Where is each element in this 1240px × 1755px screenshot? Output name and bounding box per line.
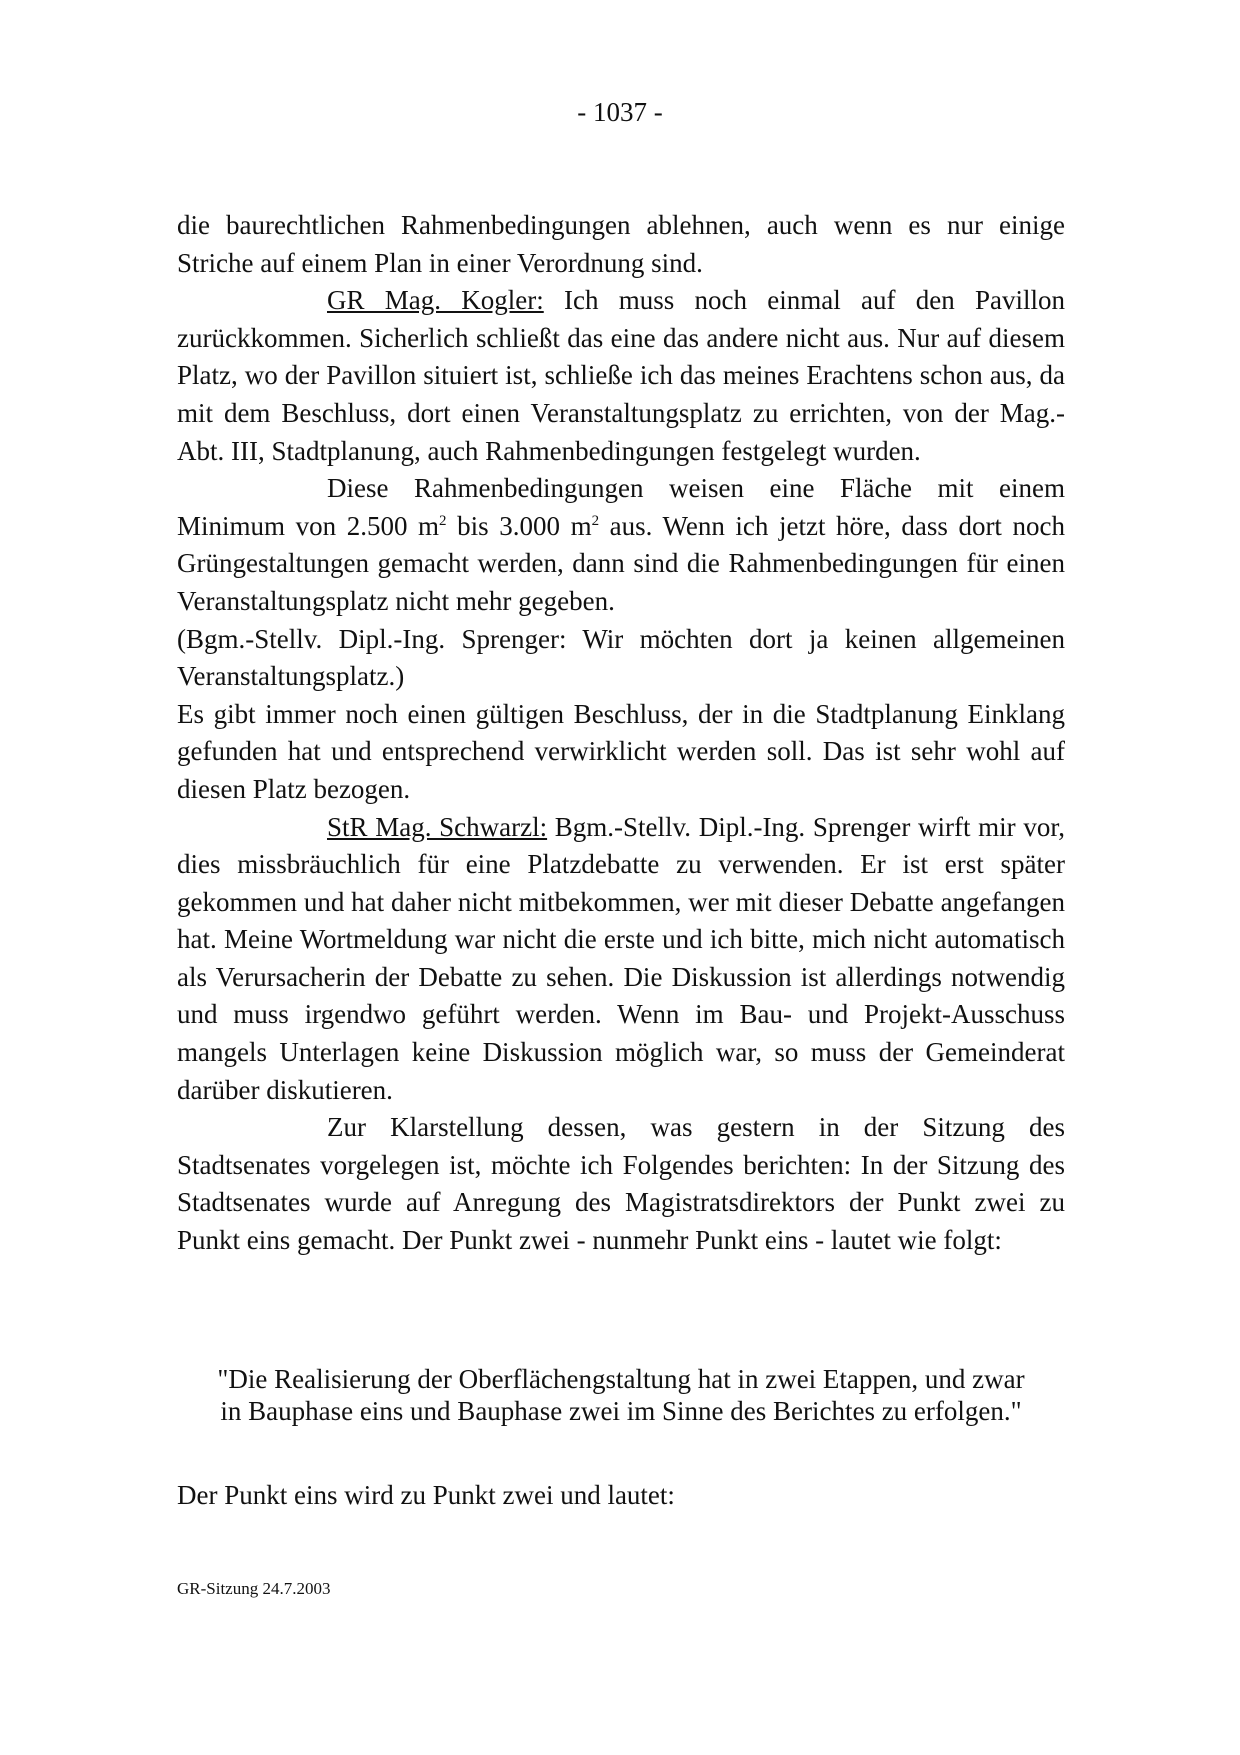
text-segment: bis 3.000 m	[446, 510, 592, 541]
footer-session-date: GR-Sitzung 24.7.2003	[177, 1579, 331, 1598]
quote-line: "Die Realisierung der Oberflächengstaltung hat in zwei Etappen, und zwar	[217, 1364, 1025, 1394]
paragraph: Zur Klarstellung dessen, was gestern in der Sitzung des Stadtsenates vorgelegen ist, möchte ich Folgendes berichten: In der Sitzung des Stadtsenates wurde auf Anregung des Magistratsdirektors der Punkt zwei zu Punkt eins gemacht. Der Punkt zwei - nunmehr Punkt eins - lautet wie folgt:	[177, 1112, 1065, 1256]
paragraph	[177, 470, 1065, 620]
paragraph: die baurechtlichen Rahmenbedingungen ablehnen, auch wenn es nur einige Striche auf einem Plan in einer Verordnung sind.	[177, 210, 1065, 278]
quoted-resolution	[177, 1363, 1065, 1427]
paragraph: Es gibt immer noch einen gültigen Beschluss, der in die Stadtplanung Einklang gefunden hat und entsprechend verwirklicht werden soll. Das ist sehr wohl auf diesen Platz bezogen.	[177, 698, 1065, 804]
page-number: - 1037 -	[577, 97, 663, 127]
superscript: 2	[591, 512, 600, 529]
transcript-body	[177, 207, 1065, 1260]
paragraph: Der Punkt eins wird zu Punkt zwei und lautet:	[177, 1480, 675, 1510]
text-segment: Diese Rahmenbedingungen weisen eine Fläche mit einem Minimum von 2.500 m	[177, 473, 1065, 541]
speaker-name: GR Mag. Kogler:	[327, 285, 544, 316]
quote-line: in Bauphase eins und Bauphase zwei im Sinne des Berichtes zu erfolgen."	[220, 1396, 1022, 1426]
speech-text: Ich muss noch einmal auf den Pavillon zurückkommen. Sicherlich schließt das eine das andere nicht aus. Nur auf diesem Platz, wo der Pavillon situiert ist, schließe ich das meines Erachtens schon aus, da mit dem Beschluss, dort einen Veranstaltungsplatz zu errichten, von der Mag.-Abt. III, Stadtplanung, auch Rahmenbedingungen festgelegt wurden.	[177, 285, 1065, 466]
text-segment: aus. Wenn ich jetzt höre, dass dort noch Grüngestaltungen gemacht werden, dann sind die Rahmenbedingungen für einen Veranstaltungsplatz nicht mehr gegeben.	[177, 510, 1066, 616]
paragraph-schwarzl	[177, 809, 1065, 1110]
paragraph-kogler	[177, 282, 1065, 470]
interjection: (Bgm.-Stellv. Dipl.-Ing. Sprenger: Wir möchten dort ja keinen allgemeinen Veranstaltungsplatz.)	[177, 623, 1065, 692]
superscript: 2	[439, 512, 447, 529]
speaker-name: StR Mag. Schwarzl:	[327, 811, 548, 842]
speech-text: Bgm.-Stellv. Dipl.-Ing. Sprenger wirft mir vor, dies missbräuchlich für eine Platzdebatte zu verwenden. Er ist erst später gekommen und hat daher nicht mitbekommen, wer mit dieser Debatte angefangen hat. Meine Wortmeldung war nicht die erste und ich bitte, mich nicht automatisch als Verursacherin der Debatte zu sehen. Die Diskussion ist allerdings notwendig und muss irgendwo geführt werden. Wenn im Bau- und Projekt-Ausschuss mangels Unterlagen keine Diskussion möglich war, so muss der Gemeinderat darüber diskutieren.	[177, 811, 1066, 1105]
